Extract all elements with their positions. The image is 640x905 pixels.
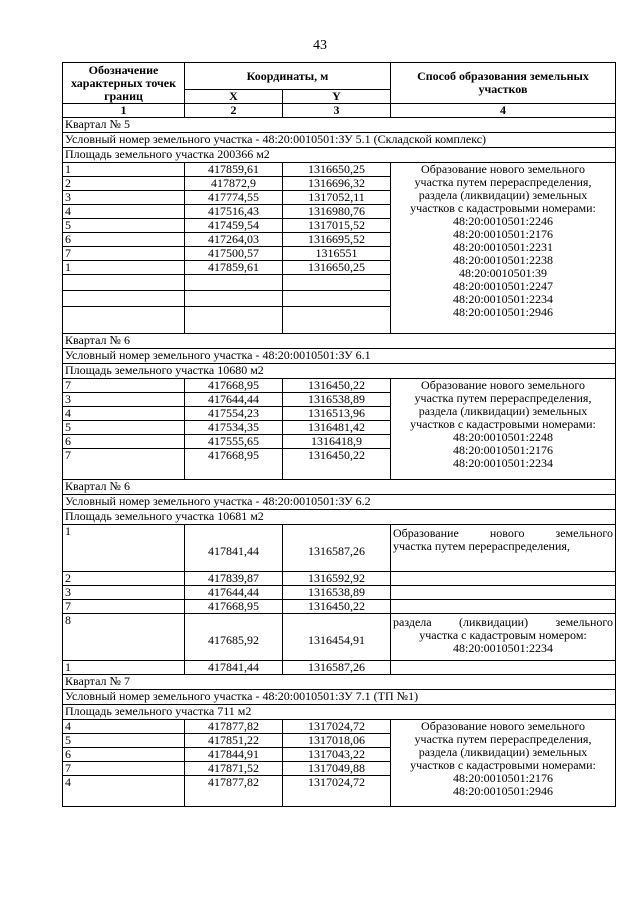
parcel-area-label: Площадь земельного участка 10681 м2	[63, 510, 616, 525]
coord-y: 1317024,72	[283, 720, 391, 734]
coord-x: 417264,03	[185, 233, 283, 247]
coord-x: 417851,22	[185, 734, 283, 748]
coord-x: 417841,44	[185, 525, 283, 572]
coord-y: 1316481,42	[283, 421, 391, 435]
point-id: 5	[63, 421, 185, 435]
coord-y: 1316650,25	[283, 163, 391, 177]
coord-y: 1316418,9	[283, 435, 391, 449]
coord-x: 417872,9	[185, 177, 283, 191]
coord-y: 1316450,22	[283, 600, 391, 614]
table-row	[63, 720, 616, 734]
coord-y: 1316695,52	[283, 233, 391, 247]
coord-y: 1316980,76	[283, 205, 391, 219]
col-num: 3	[283, 104, 391, 118]
header-method: Способ образования земельных участков	[391, 63, 616, 104]
parcel-number-label: Условный номер земельного участка - 48:20:0010501:ЗУ 7.1 (ТП №1)	[63, 690, 616, 705]
coord-y: 1316538,89	[283, 393, 391, 407]
coord-x: 417877,82	[185, 720, 283, 734]
coord-y: 1316454,91	[283, 614, 391, 661]
method-line: 48:20:0010501:2238	[452, 253, 553, 267]
coord-x: 417534,35	[185, 421, 283, 435]
method-line: 48:20:0010501:2176	[452, 227, 553, 241]
method-line: Образование нового земельного	[421, 378, 585, 392]
point-id: 1	[63, 261, 185, 275]
col-num: 1	[63, 104, 185, 118]
coord-x: 417844,91	[185, 748, 283, 762]
parcel-area-label: Площадь земельного участка 10680 м2	[63, 364, 616, 379]
coordinates-table	[62, 62, 616, 807]
table-row	[63, 572, 616, 586]
method-line: участка путем перераспределения,	[414, 732, 592, 746]
table-header-row	[63, 63, 616, 90]
point-id: 1	[63, 661, 185, 675]
coord-x: 417859,61	[185, 261, 283, 275]
point-id: 6	[63, 435, 185, 449]
kvartal-label: Квартал № 7	[63, 675, 616, 690]
method-line: 48:20:0010501:2946	[452, 305, 553, 319]
method-line: 48:20:0010501:39	[458, 266, 547, 280]
coord-x: 417685,92	[185, 614, 283, 661]
coord-y: 1316450,22	[283, 379, 391, 393]
coord-y: 1317018,06	[283, 734, 391, 748]
coord-y: 1317049,88	[283, 762, 391, 776]
point-id: 7	[63, 247, 185, 261]
point-id: 1	[63, 163, 185, 177]
coord-x: 417877,82	[185, 776, 283, 807]
coord-x: 417841,44	[185, 661, 283, 675]
point-id: 4	[63, 407, 185, 421]
coord-x: 417668,95	[185, 379, 283, 393]
method-line: участка путем перераспределения,	[414, 175, 592, 189]
coord-y: 1316696,32	[283, 177, 391, 191]
coord-x: 417859,61	[185, 163, 283, 177]
formation-method	[391, 614, 616, 661]
coord-y: 1316551	[283, 247, 391, 261]
method-line: раздела (ликвидации) земельных	[418, 404, 588, 418]
header-x: X	[185, 90, 283, 104]
point-id: 7	[63, 600, 185, 614]
coord-x: 417644,44	[185, 393, 283, 407]
point-id: 4	[63, 776, 185, 807]
method-line: 48:20:0010501:2234	[452, 641, 553, 655]
point-id: 7	[63, 379, 185, 393]
point-id: 4	[63, 205, 185, 219]
parcel-number-label: Условный номер земельного участка - 48:20:0010501:ЗУ 6.2	[63, 495, 616, 510]
method-line: 48:20:0010501:2234	[452, 292, 553, 306]
point-id: 1	[63, 525, 185, 572]
table-row	[63, 163, 616, 177]
method-line: 48:20:0010501:2176	[452, 771, 553, 785]
coord-y: 1316538,89	[283, 586, 391, 600]
method-line: участков с кадастровыми номерами:	[410, 417, 596, 431]
point-id: 7	[63, 762, 185, 776]
col-num: 2	[185, 104, 283, 118]
method-line: 48:20:0010501:2246	[452, 214, 553, 228]
method-line: раздела (ликвидации) земельных	[418, 745, 588, 759]
point-id: 3	[63, 393, 185, 407]
coord-y: 1316450,22	[283, 449, 391, 480]
method-line: Образование нового земельного	[421, 719, 585, 733]
parcel-number-label: Условный номер земельного участка - 48:20:0010501:ЗУ 6.1	[63, 349, 616, 364]
method-line: участков с кадастровыми номерами:	[410, 758, 596, 772]
point-id: 7	[63, 449, 185, 480]
table-row	[63, 525, 616, 572]
table-row	[63, 379, 616, 393]
coord-x: 417668,95	[185, 449, 283, 480]
point-id: 3	[63, 586, 185, 600]
coord-x: 417774,55	[185, 191, 283, 205]
point-id: 6	[63, 233, 185, 247]
formation-method	[391, 163, 616, 334]
coord-x: 417459,54	[185, 219, 283, 233]
method-line: 48:20:0010501:2946	[452, 784, 553, 798]
coord-y: 1316650,25	[283, 261, 391, 275]
table-row	[63, 661, 616, 675]
point-id: 6	[63, 748, 185, 762]
method-line: раздела (ликвидации) земельного	[393, 615, 613, 629]
col-num: 4	[391, 104, 616, 118]
kvartal-label: Квартал № 5	[63, 118, 616, 133]
coord-x: 417516,43	[185, 205, 283, 219]
coord-y: 1316587,26	[283, 661, 391, 675]
table-row	[63, 600, 616, 614]
coord-x: 417554,23	[185, 407, 283, 421]
method-line: Образование нового земельного	[393, 526, 613, 540]
coord-y: 1317043,22	[283, 748, 391, 762]
coord-x: 417668,95	[185, 600, 283, 614]
method-line: участка с кадастровым номером:	[419, 628, 587, 642]
formation-method	[391, 720, 616, 807]
page-number: 43	[313, 38, 327, 53]
formation-method	[391, 379, 616, 480]
method-line: участков с кадастровыми номерами:	[410, 201, 596, 215]
point-id: 8	[63, 614, 185, 661]
method-line: 48:20:0010501:2234	[452, 456, 553, 470]
column-numbers-row	[63, 104, 616, 118]
coord-y: 1316513,96	[283, 407, 391, 421]
method-line: Образование нового земельного	[421, 162, 585, 176]
coord-y: 1316587,26	[283, 525, 391, 572]
point-id: 2	[63, 177, 185, 191]
header-designation: Обозначение характерных точек границ	[63, 63, 185, 104]
method-line: 48:20:0010501:2231	[452, 240, 553, 254]
coord-y: 1317052,11	[283, 191, 391, 205]
coord-y: 1316592,92	[283, 572, 391, 586]
method-line: 48:20:0010501:2248	[452, 430, 553, 444]
header-coordinates: Координаты, м	[185, 63, 391, 90]
point-id: 4	[63, 720, 185, 734]
coord-x: 417500,57	[185, 247, 283, 261]
kvartal-label: Квартал № 6	[63, 480, 616, 495]
method-line: участка путем перераспределения,	[393, 539, 570, 553]
coord-x: 417555,65	[185, 435, 283, 449]
table-row	[63, 614, 616, 661]
parcel-area-label: Площадь земельного участка 200366 м2	[63, 148, 616, 163]
parcel-area-label: Площадь земельного участка 711 м2	[63, 705, 616, 720]
method-line: раздела (ликвидации) земельных	[418, 188, 588, 202]
coord-x: 417644,44	[185, 586, 283, 600]
method-line: участка путем перераспределения,	[414, 391, 592, 405]
point-id: 5	[63, 734, 185, 748]
coord-y: 1317015,52	[283, 219, 391, 233]
coord-x: 417839,87	[185, 572, 283, 586]
method-line: 48:20:0010501:2176	[452, 443, 553, 457]
point-id: 2	[63, 572, 185, 586]
table-row	[63, 586, 616, 600]
coord-x: 417871,52	[185, 762, 283, 776]
parcel-number-label: Условный номер земельного участка - 48:20:0010501:ЗУ 5.1 (Складской комплекс)	[63, 133, 616, 148]
kvartal-label: Квартал № 6	[63, 334, 616, 349]
coord-y: 1317024,72	[283, 776, 391, 807]
point-id: 3	[63, 191, 185, 205]
formation-method	[391, 525, 616, 572]
header-y: Y	[283, 90, 391, 104]
method-line: 48:20:0010501:2247	[452, 279, 553, 293]
point-id: 5	[63, 219, 185, 233]
